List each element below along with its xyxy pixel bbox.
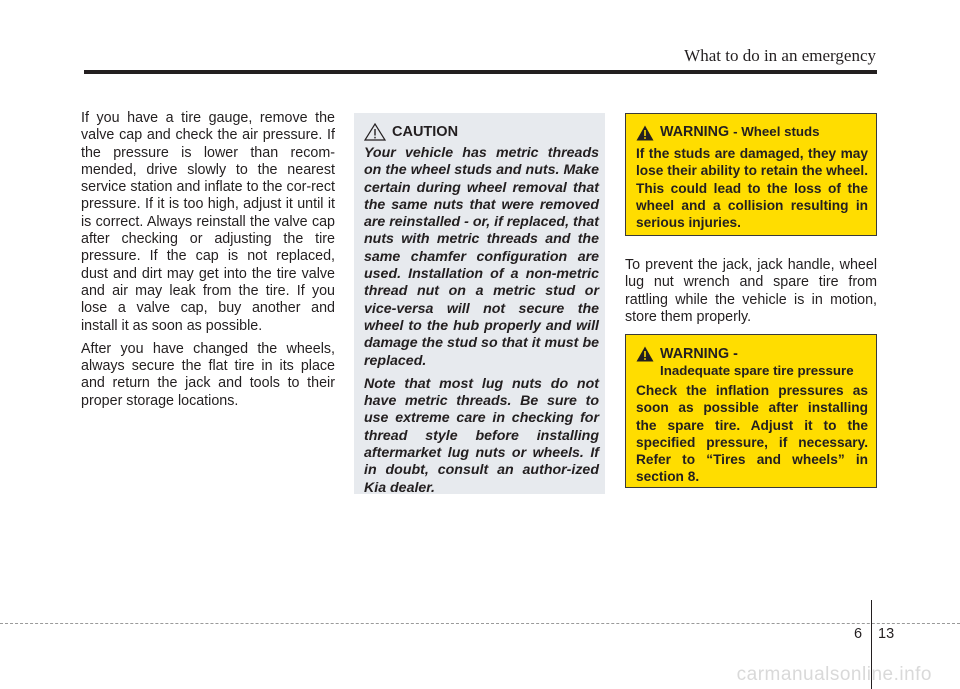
storage-paragraph: After you have changed the wheels, always secure the flat tire in its place and return the jack and tools to their proper storage locations.	[81, 340, 335, 409]
tire-pressure-paragraph: If you have a tire gauge, remove the valve cap and check the air pressure. If the pressure is lower than recom-mended, drive slowly to the nearest service station and inflate to the cor-rect pressure. If it is too high, adjust it until it is correct. Always reinstall the valve cap after checking or adjusting the tire pressure. If the cap is not replaced, dust and dirt may get into the tire valve and air may leak from the tire. If you lose a valve cap, buy another and install it as soon as possible.	[81, 110, 335, 334]
warning-spare-pressure-box	[625, 334, 877, 488]
intro-column	[81, 110, 335, 416]
watermark: carmanualsonline.info	[736, 664, 932, 685]
warning-subject: - Wheel studs	[733, 124, 820, 139]
warning-label: WARNING -	[660, 346, 738, 362]
warning-body: Check the inflation pressures as soon as possible after installing the spare tire. Adjust it to the specified pressure, if necessary. Refer to “Tires and wheels” in section 8.	[636, 383, 868, 485]
warning-label: WARNING	[660, 124, 730, 140]
warning-triangle-icon	[636, 125, 654, 141]
warning-wheel-studs-box	[625, 113, 877, 236]
jack-storage-paragraph: To prevent the jack, jack handle, wheel lug nut wrench and spare tire from rattling while the vehicle is in motion, store them properly.	[625, 257, 877, 325]
page-number: 13	[878, 626, 895, 642]
caution-metric-threads-text: Your vehicle has metric threads on the wheel studs and nuts. Make certain during wheel removal that the same nuts that were removed are reinstalled - or, if replaced, that nuts with metric threads and the same chamfer configuration are used. Installation of a non-metric thread nut on a metric stud or vice-versa will not secure the wheel to the hub properly and will damage the stud so that it must be replaced.	[364, 145, 599, 369]
warning-triangle-icon	[636, 346, 654, 362]
storage-column	[625, 257, 877, 326]
chapter-number: 6	[854, 626, 863, 642]
header-rule	[84, 70, 877, 74]
warning-body: If the studs are damaged, they may lose their ability to retain the wheel. This could lead to the loss of the wheel and a collision resulting in serious injuries.	[636, 146, 868, 231]
warning-subject: Inadequate spare tire pressure	[660, 363, 854, 378]
warning-header	[636, 124, 868, 141]
header-title: What to do in an emergency	[684, 46, 876, 65]
footer-rule	[0, 623, 960, 624]
caution-title: CAUTION	[392, 124, 459, 140]
caution-triangle-icon	[364, 123, 386, 141]
caution-box	[354, 113, 605, 494]
warning-header	[636, 345, 868, 378]
caution-header	[364, 123, 599, 141]
caution-lug-nuts-text: Note that most lug nuts do not have metric threads. Be sure to use extreme care in checking for thread style before installing aftermarket lug nuts or wheels. If in doubt, consult an author-ized Kia dealer.	[364, 375, 599, 496]
